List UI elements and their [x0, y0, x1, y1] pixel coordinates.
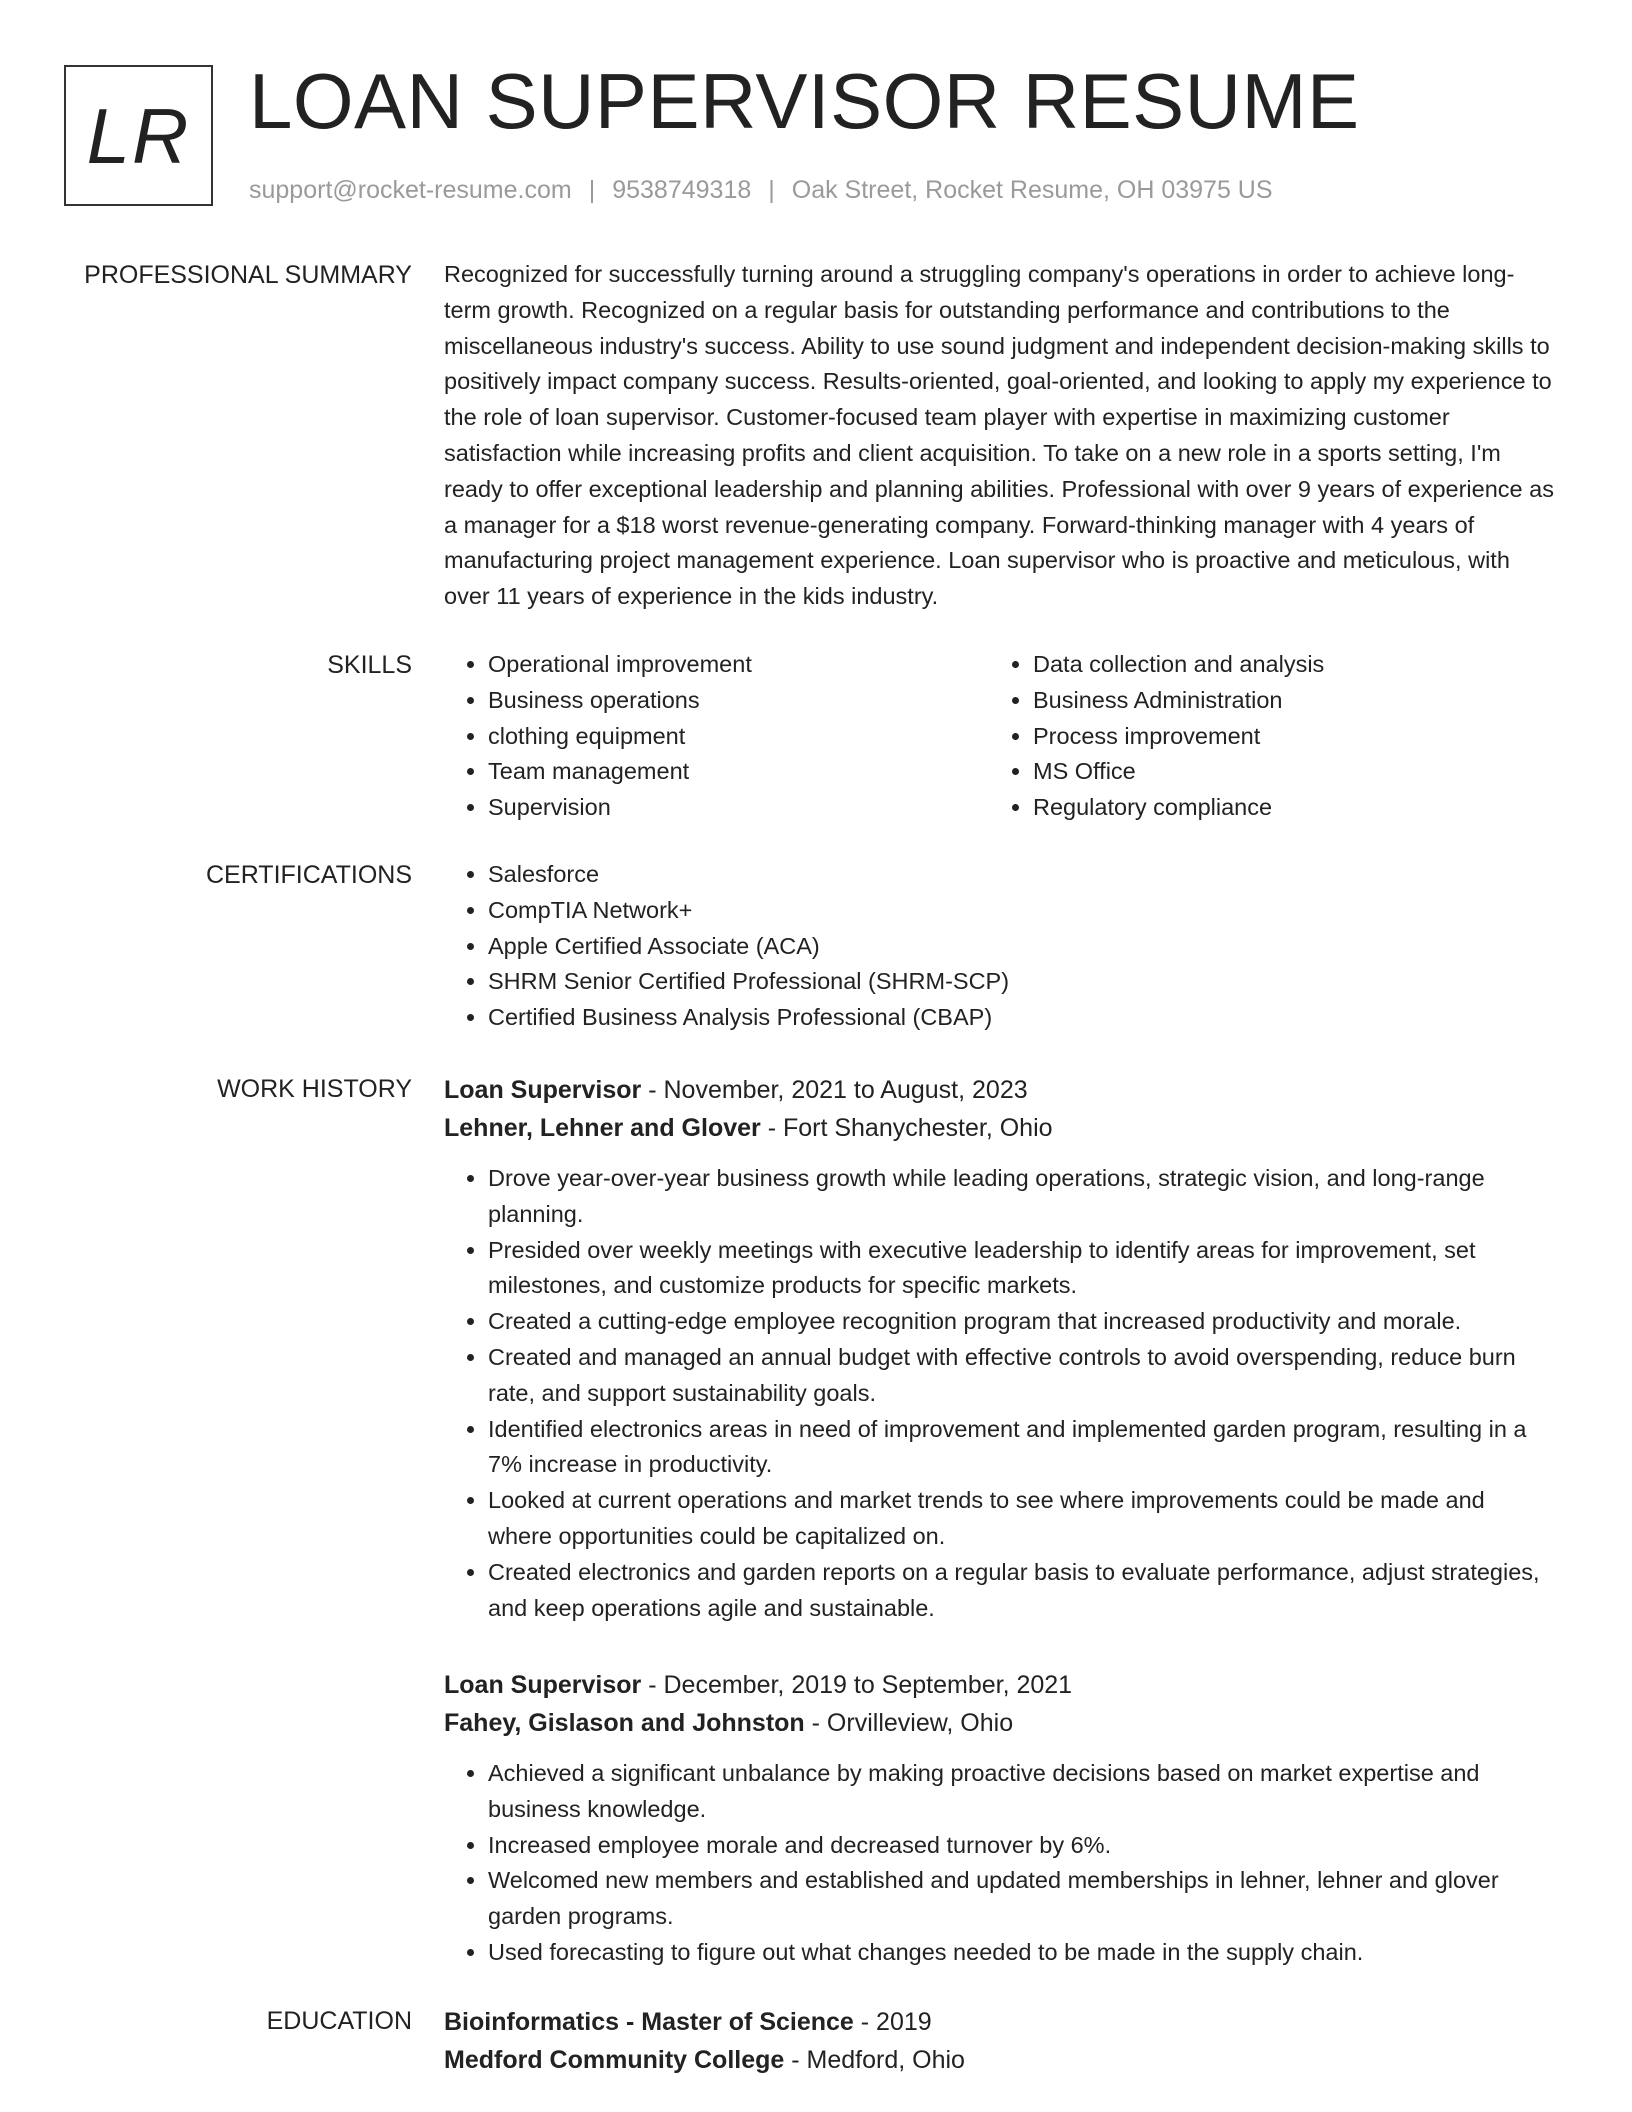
skill-item: • Process improvement: [1033, 719, 1534, 755]
degree-year: - 2019: [853, 2008, 932, 2036]
contact-separator: |: [768, 176, 775, 204]
job-bullet: • Created and managed an annual budget with effective controls to avoid overspending, reduce burn rate, and support sustainability goals.: [488, 1340, 1554, 1412]
education-body: [444, 2003, 1554, 2079]
certifications-heading: CERTIFICATIONS: [205, 861, 412, 889]
job-bullet: • Identified electronics areas in need of improvement and implemented garden program, resulting in a 7% increase in productivity.: [488, 1412, 1554, 1484]
skills-heading: SKILLS: [327, 651, 412, 679]
job-bullet: • Used forecasting to figure out what changes needed to be made in the supply chain.: [488, 1935, 1554, 1971]
skills-list: [444, 647, 1554, 826]
school-location: - Medford, Ohio: [784, 2046, 965, 2074]
education-heading: EDUCATION: [266, 2007, 412, 2035]
monogram-text: LR: [86, 91, 191, 180]
certification-item: • CompTIA Network+: [488, 893, 1554, 929]
skill-item: • Business operations: [488, 683, 989, 719]
job-bullets: [444, 1161, 1554, 1626]
job-title: Loan Supervisor: [444, 1076, 642, 1104]
job-dates: - December, 2019 to September, 2021: [641, 1671, 1073, 1699]
summary-text: Recognized for successfully turning around a struggling company's operations in order to achieve long-term growth. Recognized on a regular basis for outstanding performance and contributions to the miscellaneous industry's success. Ability to use sound judgment and independent decision-making skills to positively impact company success. Results-oriented, goal-oriented, and looking to apply my experience to the role of loan supervisor. Customer-focused team player with expertise in maximizing customer satisfaction while increasing profits and client acquisition. To take on a new role in a sports setting, I'm ready to offer exceptional leadership and planning abilities. Professional with over 9 years of experience as a manager for a $18 worst revenue-generating company. Forward-thinking manager with 4 years of manufacturing project management experience. Loan supervisor who is proactive and meticulous, with over 11 years of experience in the kids industry.: [444, 261, 1554, 610]
degree-name: Bioinformatics - Master of Science: [444, 2008, 854, 2036]
job-bullet: • Created a cutting-edge employee recognition program that increased productivity and morale.: [488, 1304, 1554, 1340]
skill-item: • clothing equipment: [488, 719, 989, 755]
skill-item: • MS Office: [1033, 754, 1534, 790]
contact-line: [249, 174, 1273, 206]
work-history-body: [444, 1071, 1554, 1626]
job-title-line: [444, 1666, 1554, 1704]
job-company: Lehner, Lehner and Glover: [444, 1114, 761, 1142]
job-dates: - November, 2021 to August, 2023: [641, 1076, 1028, 1104]
work-history-body-2: [444, 1666, 1554, 1971]
skill-item: • Business Administration: [1033, 683, 1534, 719]
contact-phone: 9538749318: [612, 176, 752, 204]
skill-item: • Supervision: [488, 790, 989, 826]
contact-email: support@rocket-resume.com: [249, 176, 572, 204]
job-bullet: • Created electronics and garden reports on a regular basis to evaluate performance, adjust strategies, and keep operations agile and sustainable.: [488, 1555, 1554, 1627]
job-location: - Orvilleview, Ohio: [804, 1709, 1014, 1737]
school-name: Medford Community College: [444, 2046, 785, 2074]
job-company-line: [444, 1109, 1554, 1147]
job-bullet: • Drove year-over-year business growth while leading operations, strategic vision, and long-range planning.: [488, 1161, 1554, 1233]
resume-title: LOAN SUPERVISOR RESUME: [249, 57, 1360, 145]
skills-column-left: [444, 647, 989, 826]
skill-item: • Data collection and analysis: [1033, 647, 1534, 683]
job-bullet: • Looked at current operations and market trends to see where improvements could be made and where opportunities could be capitalized on.: [488, 1483, 1554, 1555]
job-location: - Fort Shanychester, Ohio: [760, 1114, 1053, 1142]
job-entry: [444, 1071, 1554, 1626]
job-bullet: • Achieved a significant unbalance by making proactive decisions based on market expertise and business knowledge.: [488, 1756, 1554, 1828]
job-entry: [444, 1666, 1554, 1971]
job-bullets: [444, 1756, 1554, 1971]
job-bullet: • Increased employee morale and decreased turnover by 6%.: [488, 1828, 1554, 1864]
job-company: Fahey, Gislason and Johnston: [444, 1709, 805, 1737]
summary-heading: PROFESSIONAL SUMMARY: [84, 261, 412, 289]
contact-address: Oak Street, Rocket Resume, OH 03975 US: [791, 176, 1273, 204]
contact-separator: |: [588, 176, 596, 204]
skill-item: • Operational improvement: [488, 647, 989, 683]
job-bullet: • Presided over weekly meetings with executive leadership to identify areas for improvement, set milestones, and customize products for specific markets.: [488, 1233, 1554, 1305]
skill-item: • Regulatory compliance: [1033, 790, 1534, 826]
certification-item: • SHRM Senior Certified Professional (SHRM-SCP): [488, 964, 1554, 1000]
skills-column-right: [989, 647, 1534, 826]
degree-line: [444, 2003, 1554, 2041]
certification-item: • Salesforce: [488, 857, 1554, 893]
job-title: Loan Supervisor: [444, 1671, 642, 1699]
job-bullet: • Welcomed new members and established and updated memberships in lehner, lehner and glover garden programs.: [488, 1863, 1554, 1935]
work-history-heading: WORK HISTORY: [217, 1075, 412, 1103]
job-company-line: [444, 1704, 1554, 1742]
job-title-line: [444, 1071, 1554, 1109]
school-line: [444, 2041, 1554, 2079]
monogram-logo: [64, 65, 213, 206]
skill-item: • Team management: [488, 754, 989, 790]
certification-item: • Apple Certified Associate (ACA): [488, 929, 1554, 965]
certifications-list: [444, 857, 1554, 1036]
certification-item: • Certified Business Analysis Professional (CBAP): [488, 1000, 1554, 1036]
